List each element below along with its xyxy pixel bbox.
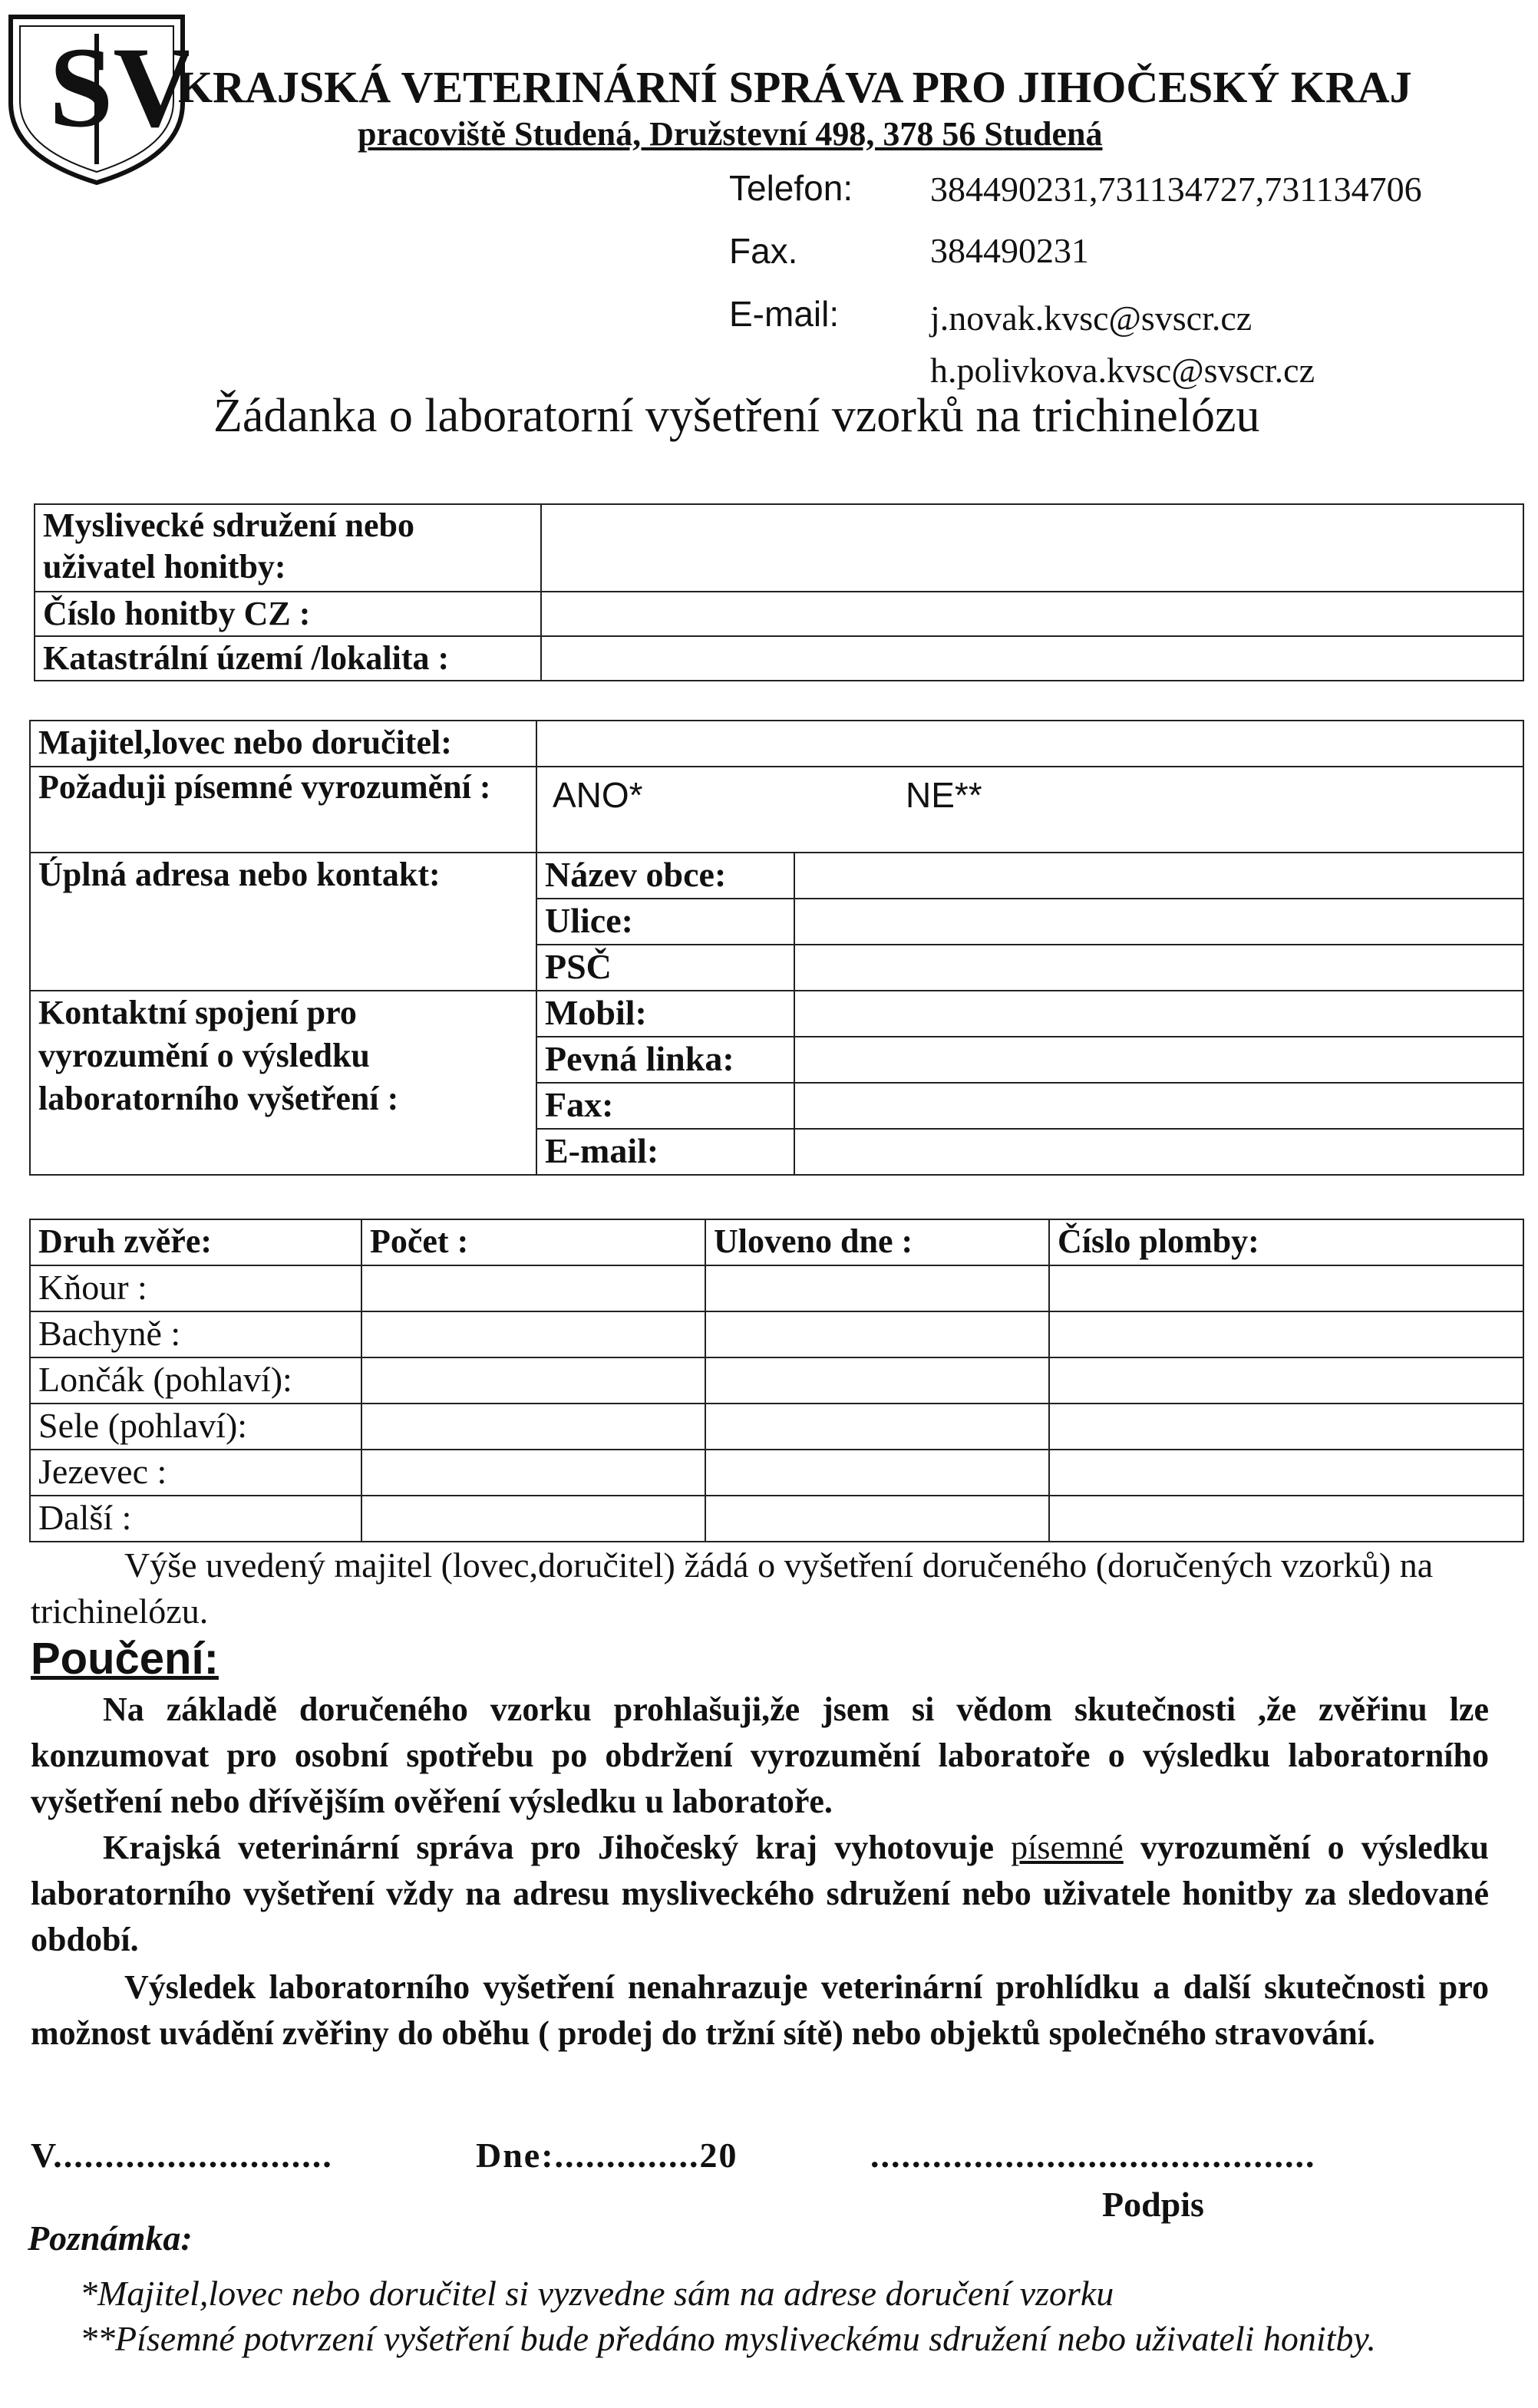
game-seal-field[interactable]: [1049, 1311, 1523, 1357]
game-count-field[interactable]: [361, 1404, 705, 1450]
signature-field[interactable]: ...........................................: [870, 2136, 1316, 2175]
contact-email-field[interactable]: [794, 1129, 1523, 1175]
table-row: [30, 1404, 1523, 1450]
game-seal-field[interactable]: [1049, 1496, 1523, 1542]
hunting-table: [34, 503, 1524, 681]
mobile-field[interactable]: [794, 991, 1523, 1037]
game-date-field[interactable]: [705, 1450, 1049, 1496]
psc-field[interactable]: [794, 945, 1523, 991]
contact-fax-label: Fax:: [536, 1083, 794, 1129]
fax-label: Fax.: [729, 231, 798, 271]
instruction-p3: Výsledek laboratorního vyšetření nenahrazuje veterinární prohlídku a další skutečnosti pro možnost uvádění zvěřiny do oběhu ( prodej do tržní sítě) nebo objektů společného stravování.: [31, 1968, 1489, 2052]
logo-shield-icon: [5, 11, 189, 187]
phone-label: Telefon:: [729, 168, 853, 208]
game-date-field[interactable]: [705, 1311, 1049, 1357]
game-count-field[interactable]: [361, 1311, 705, 1357]
address-label: Úplná adresa nebo kontakt:: [30, 853, 536, 991]
game-seal-field[interactable]: [1049, 1357, 1523, 1404]
page-title: Žádanka o laboratorní vyšetření vzorků na trichinelózu: [213, 390, 1260, 442]
table-row: [30, 1357, 1523, 1404]
game-date-field[interactable]: [705, 1265, 1049, 1311]
association-field[interactable]: [541, 504, 1523, 592]
written-notice-label: Požaduji písemné vyrozumění :: [30, 767, 536, 853]
game-species: Jezevec :: [30, 1450, 361, 1496]
email-label: E-mail:: [729, 294, 840, 334]
contact-fax-field[interactable]: [794, 1083, 1523, 1129]
psc-label: PSČ: [536, 945, 794, 991]
game-species: Kňour :: [30, 1265, 361, 1311]
landline-field[interactable]: [794, 1037, 1523, 1083]
fax-value: 384490231: [930, 231, 1089, 270]
date-field[interactable]: Dne:..............20: [476, 2136, 738, 2175]
game-seal-field[interactable]: [1049, 1265, 1523, 1311]
hunting-number-label: Číslo honitby CZ :: [35, 592, 541, 636]
game-count-field[interactable]: [361, 1357, 705, 1404]
game-count-field[interactable]: [361, 1265, 705, 1311]
game-date-field[interactable]: [705, 1404, 1049, 1450]
email-2: h.polivkova.kvsc@svscr.cz: [930, 351, 1315, 390]
association-label: Myslivecké sdružení nebo uživatel honitby:: [35, 504, 541, 592]
note-2: **Písemné potvrzení vyšetření bude předáno mysliveckému sdružení nebo uživateli honitby.: [80, 2319, 1376, 2358]
table-row: [30, 1311, 1523, 1357]
game-header-count: Počet :: [361, 1219, 705, 1265]
game-count-field[interactable]: [361, 1450, 705, 1496]
org-name: KRAJSKÁ VETERINÁRNÍ SPRÁVA PRO JIHOČESKÝ KRAJ: [178, 62, 1412, 112]
option-ano[interactable]: ANO*: [553, 775, 643, 815]
game-species: Další :: [30, 1496, 361, 1542]
game-species: Sele (pohlaví):: [30, 1404, 361, 1450]
instruction-p2-end: vyrozumění o výsledku laboratorního vyšetření vždy na adresu mysliveckého sdružení nebo uživatele honitby za sledované období.: [31, 1829, 1490, 1958]
written-notice-options: [536, 767, 1523, 853]
game-table: [29, 1219, 1524, 1542]
game-seal-field[interactable]: [1049, 1450, 1523, 1496]
game-count-field[interactable]: [361, 1496, 705, 1542]
game-seal-field[interactable]: [1049, 1404, 1523, 1450]
mobile-label: Mobil:: [536, 991, 794, 1037]
signature-label: Podpis: [1102, 2185, 1204, 2224]
note-heading: Poznámka:: [28, 2218, 193, 2258]
game-header-date: Uloveno dne :: [705, 1219, 1049, 1265]
game-header-seal: Číslo plomby:: [1049, 1219, 1523, 1265]
owner-table: [29, 720, 1524, 1176]
logo-lettering: SV: [49, 24, 189, 151]
street-field[interactable]: [794, 899, 1523, 945]
game-species: Bachyně :: [30, 1311, 361, 1357]
contact-label: Kontaktní spojení pro vyrozumění o výsledku laboratorního vyšetření :: [30, 991, 536, 1175]
municipality-field[interactable]: [794, 853, 1523, 899]
table-row: [30, 1450, 1523, 1496]
landline-label: Pevná linka:: [536, 1037, 794, 1083]
table-row: [30, 1496, 1523, 1542]
hunting-number-field[interactable]: [541, 592, 1523, 636]
municipality-label: Název obce:: [536, 853, 794, 899]
instruction-p2-underlined: písemné: [1011, 1829, 1124, 1866]
instruction-p2: [31, 1825, 1489, 1963]
logo: [5, 11, 189, 187]
instruction-heading: Poučení:: [31, 1634, 219, 1684]
place-field[interactable]: V...........................: [31, 2136, 333, 2175]
email-1: j.novak.kvsc@svscr.cz: [930, 299, 1253, 338]
instruction-p2-start: Krajská veterinární správa pro Jihočeský kraj vyhotovuje: [103, 1829, 1012, 1866]
owner-field[interactable]: [536, 721, 1523, 767]
owner-label: Majitel,lovec nebo doručitel:: [30, 721, 536, 767]
game-species: Lončák (pohlaví):: [30, 1357, 361, 1404]
note-1: *Majitel,lovec nebo doručitel si vyzvedne sám na adrese doručení vzorku: [80, 2274, 1114, 2313]
contact-email-label: E-mail:: [536, 1129, 794, 1175]
option-ne[interactable]: NE**: [906, 775, 982, 815]
cadastral-field[interactable]: [541, 636, 1523, 681]
game-date-field[interactable]: [705, 1357, 1049, 1404]
request-text: Výše uvedený majitel (lovec,doručitel) žádá o vyšetření doručeného (doručených vzorků) na trichinelózu.: [31, 1545, 1434, 1631]
instruction-p1: Na základě doručeného vzorku prohlašuji,že jsem si vědom skutečnosti ,že zvěřinu lze konzumovat pro osobní spotřebu po obdržení vyrozumění laboratoře o výsledku laboratorního vyšetření nebo dřívějším ověření výsledku u laboratoře.: [31, 1691, 1489, 1820]
table-row: [30, 1265, 1523, 1311]
cadastral-label: Katastrální území /lokalita :: [35, 636, 541, 681]
game-date-field[interactable]: [705, 1496, 1049, 1542]
phone-value: 384490231,731134727,731134706: [930, 170, 1422, 209]
game-header-species: Druh zvěře:: [30, 1219, 361, 1265]
street-label: Ulice:: [536, 899, 794, 945]
workplace-address: pracoviště Studená, Družstevní 498, 378 56 Studená: [358, 115, 1103, 153]
